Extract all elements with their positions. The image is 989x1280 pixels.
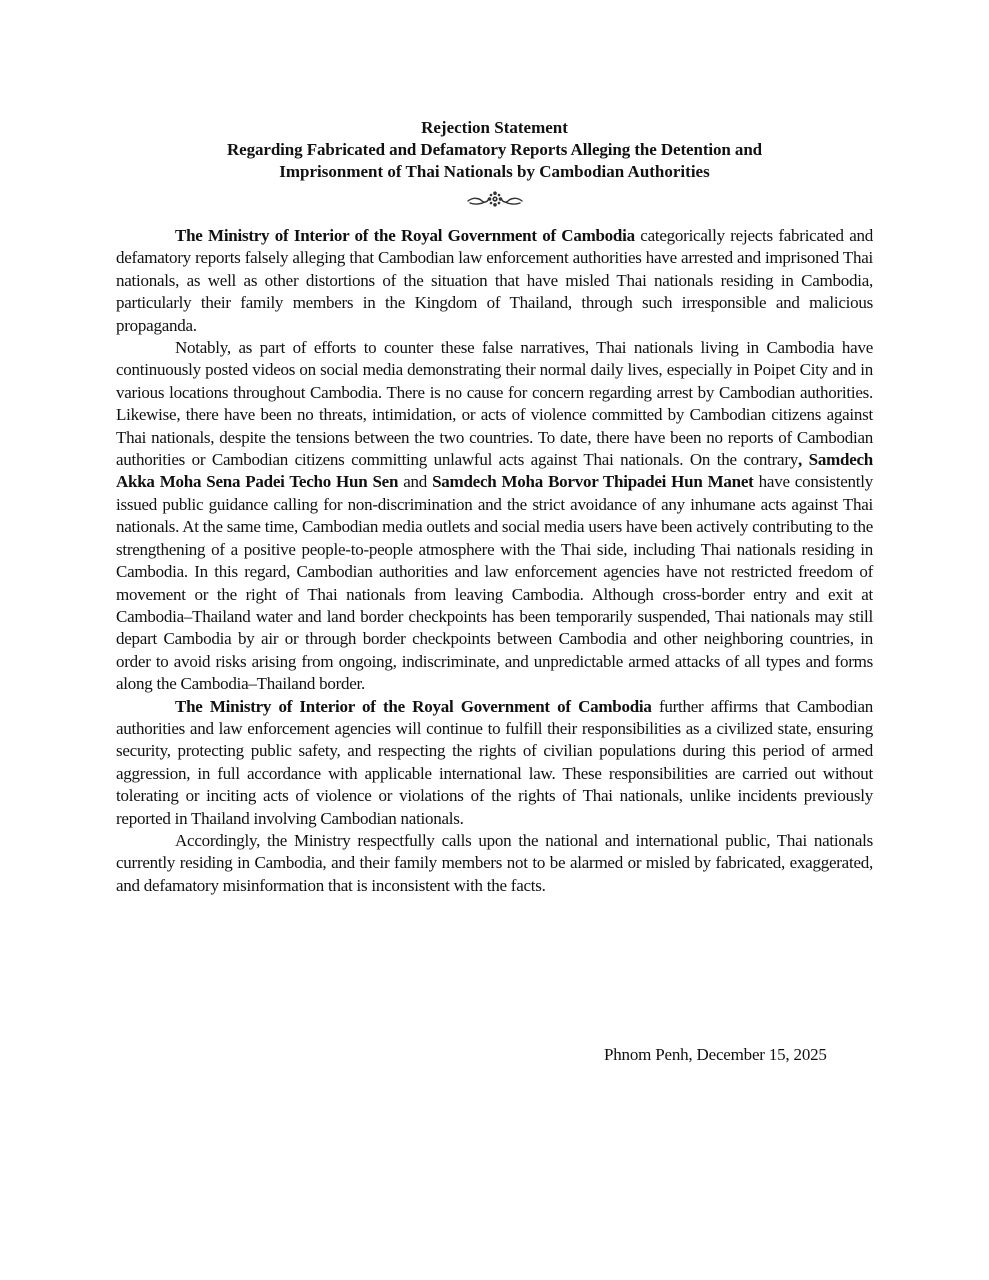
text-run: have consistently issued public guidance calling for non-discrimination and the strict avoidance of any inhumane acts against Thai nationals. At the same time, Cambodian media outlets and social media users have been actively contributing to the strengthening of a positive people-to-people atmosphere with the Thai side, including Thai nationals residing in Cambodia. In this regard, Cambodian authorities and law enforcement agencies have not restricted freedom of movement or the right of Thai nationals from leaving Cambodia. Although cross-border entry and exit at Cambodia–Thailand water and land border checkpoints has been temporarily suspended, Thai nationals may still depart Cambodia by air or through border checkpoints between Cambodia and other neighboring countries, in order to avoid risks arising from ongoing, indiscriminate, and unpredictable armed attacks of all types and forms along the Cambodia–Thailand border. <box>116 472 874 694</box>
floral-divider-icon <box>465 189 525 209</box>
document-title: Rejection Statement <box>421 118 568 137</box>
statement-body <box>116 225 873 897</box>
paragraph-3 <box>116 696 873 830</box>
bold-text-run: , Samdech Akka Moha Sena Padei Techo Hun Sen <box>116 450 873 492</box>
paragraph-1 <box>116 225 873 337</box>
text-run: and <box>398 472 433 492</box>
paragraph-4 <box>116 830 873 897</box>
document-subtitle-line-1: Regarding Fabricated and Defamatory Reports Alleging the Detention and <box>226 140 763 159</box>
bold-text-run: The Ministry of Interior of the Royal Government of Cambodia <box>175 226 635 245</box>
text-run: categorically rejects fabricated and defamatory reports falsely alleging that Cambodian law enforcement authorities have arrested and imprisoned Thai nationals, as well as other distortions of the situation that have misled Thai nationals residing in Cambodia, particularly their family members in the Kingdom of Thailand, through such irresponsible and malicious propaganda. <box>116 226 874 335</box>
document-subtitle-line-2: Imprisonment of Thai Nationals by Cambodian Authorities <box>279 162 710 181</box>
paragraph-2 <box>116 337 873 696</box>
text-run: Accordingly, the Ministry respectfully calls upon the national and international public, Thai nationals currently residing in Cambodia, and their family members not to be alarmed or misled by fabricated, exaggerated, and defamatory misinformation that is inconsistent with the facts. <box>116 830 873 895</box>
bold-text-run: The Ministry of Interior of the Royal Government of Cambodia <box>175 696 652 716</box>
bold-text-run: Samdech Moha Borvor Thipadei Hun Manet <box>432 472 754 492</box>
text-run: further affirms that Cambodian authorities and law enforcement agencies will continue to fulfill their responsibilities as a civilized state, ensuring security, protecting public safety, and respecting the rights of civilian populations during this period of armed aggression, in full accordance with applicable international law. These responsibilities are carried out without tolerating or inciting acts of violence or violations of the rights of Thai nationals, unlike incidents previously reported in Thailand involving Cambodian nationals. <box>116 696 873 828</box>
document-page <box>116 117 873 897</box>
text-run: Notably, as part of efforts to counter these false narratives, Thai nationals living in Cambodia have continuously posted videos on social media demonstrating their normal daily lives, especially in Poipet City and in various locations throughout Cambodia. There is no cause for concern regarding arrest by Cambodian authorities. Likewise, there have been no threats, intimidation, or acts of violence committed by Cambodian citizens against Thai nationals, despite the tensions between the two countries. To date, there have been no reports of Cambodian authorities or Cambodian citizens committing unlawful acts against Thai nationals. On the contrary <box>116 338 873 470</box>
place-and-date: Phnom Penh, December 15, 2025 <box>604 1045 827 1064</box>
title-block <box>116 117 873 183</box>
